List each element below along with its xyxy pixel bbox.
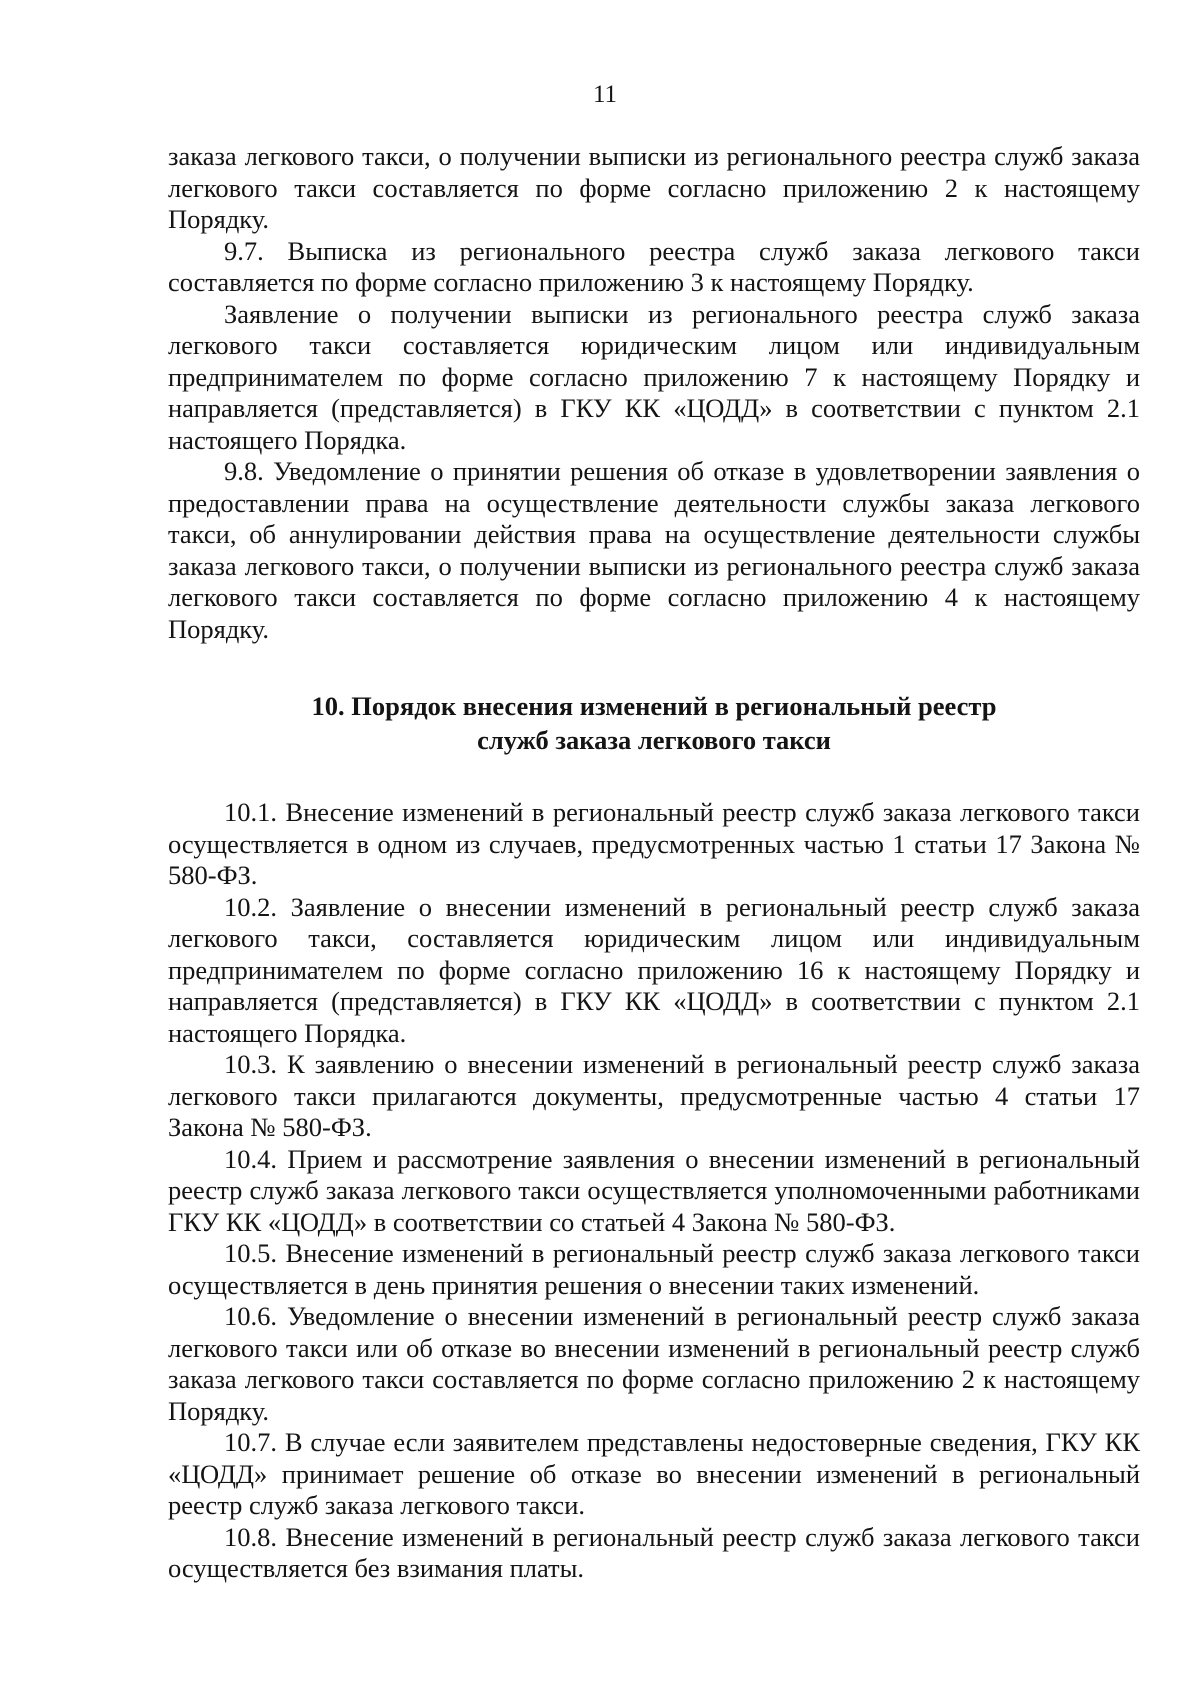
page-number: 11	[592, 81, 618, 108]
section-heading-line-1: 10. Порядок внесения изменений в региональный реестр	[311, 691, 997, 721]
paragraph-10-1: 10.1. Внесение изменений в региональный реестр служб заказа легкового такси осуществляется в одном из случаев, предусмотренных частью 1 статьи 17 Закона № 580-ФЗ.	[168, 797, 1140, 890]
section-heading-line-2: служб заказа легкового такси	[477, 725, 831, 755]
paragraph-10-6: 10.6. Уведомление о внесении изменений в региональный реестр служб заказа легкового такси или об отказе во внесении изменений в региональный реестр служб заказа легкового такси составляется по форме согласно приложению 2 к настоящему Порядку.	[168, 1301, 1140, 1426]
paragraph-application-extract: Заявление о получении выписки из регионального реестра служб заказа легкового такси составляется юридическим лицом или индивидуальным предпринимателем по форме согласно приложению 7 к настоящему Порядку и направляется (представляется) в ГКУ КК «ЦОДД» в соответствии с пунктом 2.1 настоящего Порядка.	[168, 298, 1140, 455]
paragraph-10-4: 10.4. Прием и рассмотрение заявления о внесении изменений в региональный реестр служб заказа легкового такси осуществляется уполномоченными работниками ГКУ КК «ЦОДД» в соответствии со статьей 4 Закона № 580-ФЗ.	[168, 1143, 1140, 1237]
section-heading	[168, 689, 1140, 757]
paragraph-continuation: заказа легкового такси, о получении выписки из регионального реестра служб заказа легкового такси составляется по форме согласно приложению 2 к настоящему Порядку.	[168, 141, 1140, 234]
paragraph-10-2: 10.2. Заявление о внесении изменений в региональный реестр служб заказа легкового такси, составляется юридическим лицом или индивидуальным предпринимателем по форме согласно приложению 16 к настоящему Порядку и направляется (представляется) в ГКУ КК «ЦОДД» в соответствии с пунктом 2.1 настоящего Порядка.	[168, 891, 1140, 1048]
paragraph-9-8: 9.8. Уведомление о принятии решения об отказе в удовлетворении заявления о предоставлении права на осуществление деятельности службы заказа легкового такси, об аннулировании действия права на осуществление деятельности службы заказа легкового такси, о получении выписки из регионального реестра служб заказа легкового такси составляется по форме согласно приложению 4 к настоящему Порядку.	[168, 456, 1140, 644]
document-body	[168, 141, 1140, 1585]
paragraph-10-7: 10.7. В случае если заявителем представлены недостоверные сведения, ГКУ КК «ЦОДД» принимает решение об отказе во внесении изменений в региональный реестр служб заказа легкового такси.	[168, 1427, 1140, 1520]
paragraph-10-3: 10.3. К заявлению о внесении изменений в региональный реестр служб заказа легкового такси прилагаются документы, предусмотренные частью 4 статьи 17 Закона № 580-ФЗ.	[168, 1049, 1140, 1142]
paragraph-9-7: 9.7. Выписка из регионального реестра служб заказа легкового такси составляется по форме согласно приложению 3 к настоящему Порядку.	[168, 235, 1140, 297]
paragraph-10-5: 10.5. Внесение изменений в региональный реестр служб заказа легкового такси осуществляется в день принятия решения о внесении таких изменений.	[168, 1238, 1140, 1300]
paragraph-10-8: 10.8. Внесение изменений в региональный реестр служб заказа легкового такси осуществляется без взимания платы.	[168, 1521, 1140, 1583]
